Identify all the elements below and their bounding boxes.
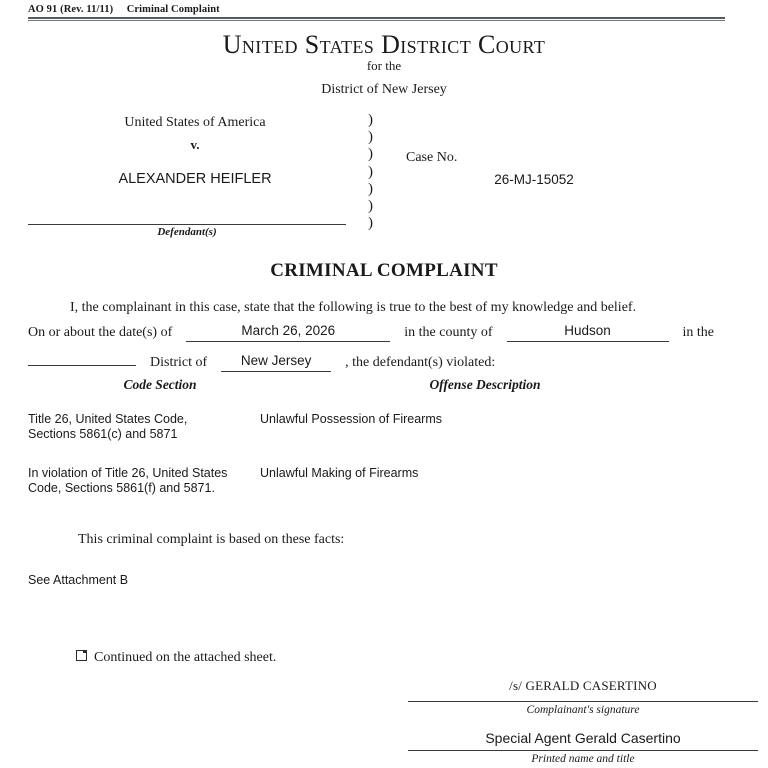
checkbox-icon[interactable] (76, 650, 87, 661)
printed-name-underline (408, 750, 758, 751)
form-number: AO 91 (Rev. 11/11) (28, 4, 114, 15)
caption-paren: ) (368, 197, 373, 214)
caption-paren: ) (368, 112, 373, 128)
district-row (28, 348, 495, 372)
table-row (28, 466, 628, 496)
court-district: District of New Jersey (321, 82, 447, 97)
violated-suffix-label: , the defendant(s) violated: (345, 355, 496, 370)
column-header-offense-description: Offense Description (429, 377, 541, 392)
county-prefix-label: in the county of (404, 325, 493, 340)
for-the-label: for the (366, 58, 402, 73)
defendant-caption-label: Defendant(s) (157, 226, 217, 238)
defendant-underline (28, 224, 346, 225)
date-value: March 26, 2026 (241, 323, 336, 338)
complaint-title: CRIMINAL COMPLAINT (270, 260, 498, 281)
district-direction-field[interactable] (28, 348, 136, 366)
date-prefix-label: On or about the date(s) of (28, 325, 173, 340)
printed-name-value: Special Agent Gerald Casertino (485, 730, 681, 746)
offense-code-section: In violation of Title 26, United States Code, Sections 5861(f) and 5871. (28, 466, 228, 495)
offense-description: Unlawful Making of Firearms (260, 466, 419, 480)
caption-paren: ) (368, 146, 373, 163)
facts-label: This criminal complaint is based on these facts: (78, 532, 345, 547)
district-of-label: District of (150, 355, 208, 370)
case-number-value: 26-MJ-15052 (494, 172, 574, 187)
complainant-signature-caption: Complainant's signature (526, 704, 640, 716)
case-caption (0, 112, 768, 242)
defendant-name: ALEXANDER HEIFLER (118, 171, 272, 187)
caption-paren: ) (368, 180, 373, 197)
date-field[interactable] (186, 324, 390, 342)
signature-underline (408, 701, 758, 702)
offense-description: Unlawful Possession of Firearms (260, 412, 443, 426)
court-title: United States District Court (222, 30, 546, 59)
plaintiff-name: United States of America (124, 115, 266, 130)
complainant-signature-value: /s/ GERALD CASERTINO (509, 678, 657, 693)
date-county-row (28, 324, 714, 342)
header-divider-thick (28, 17, 725, 19)
header-divider-thin (28, 20, 725, 21)
column-header-code-section: Code Section (123, 377, 197, 392)
caption-paren: ) (368, 215, 373, 232)
county-field[interactable] (507, 324, 669, 342)
continued-label: Continued on the attached sheet. (94, 650, 277, 665)
header-divider (28, 17, 725, 21)
in-the-label: in the (682, 325, 714, 340)
versus-label: v. (190, 137, 200, 152)
offense-code-section: Title 26, United States Code, Sections 5861(c) and 5871 (28, 412, 188, 441)
form-name: Criminal Complaint (126, 4, 220, 15)
county-value: Hudson (564, 323, 611, 338)
case-number-label: Case No. (406, 150, 458, 165)
table-row (28, 412, 628, 442)
offense-table (28, 412, 628, 510)
caption-paren: ) (368, 163, 373, 180)
district-field[interactable] (221, 354, 331, 372)
form-header (28, 4, 220, 15)
district-value: New Jersey (240, 353, 312, 368)
complaint-intro-text: I, the complainant in this case, state that the following is true to the best of my knowledge and belief. (70, 300, 637, 315)
caption-parenthesis-column (368, 112, 388, 232)
printed-name-caption: Printed name and title (531, 753, 635, 765)
continued-on-attached-sheet-row[interactable] (76, 650, 276, 666)
facts-body: See Attachment B (28, 573, 129, 587)
caption-paren: ) (368, 129, 373, 146)
